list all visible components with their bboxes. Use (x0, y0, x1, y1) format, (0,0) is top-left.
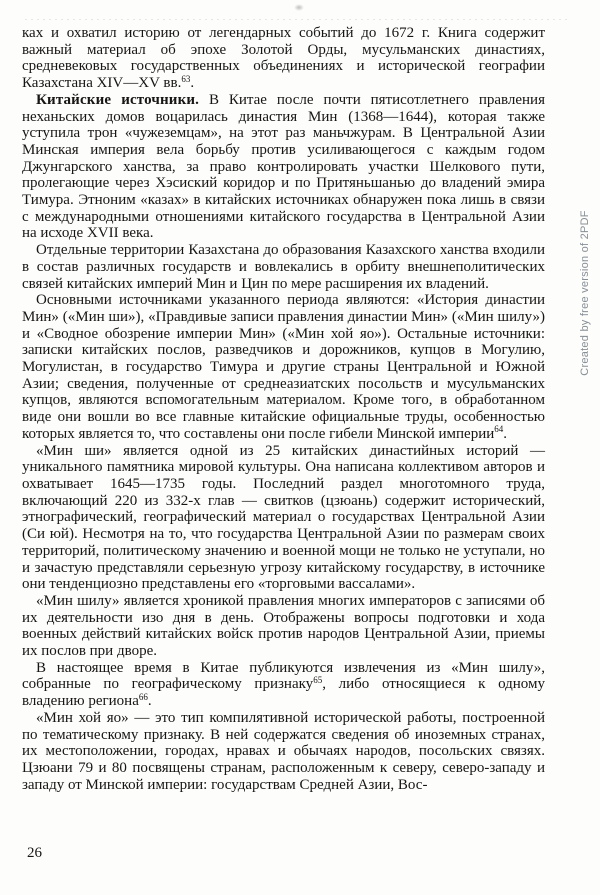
pdf-watermark: Created by free version of 2PDF (579, 210, 591, 376)
paragraph: ках и охватил историю от легендарных событий до 1672 г. Книга содержит важный материал об эпохе Золотой Орды, мусульманских династиях, средневековых государственных объединениях и исторической географии Казахстана XIV—XV вв.$^{63}$. (22, 25, 545, 92)
paragraph: «Мин шилу» является хроникой правления многих императоров с записями об их деятельности изо дня в день. Отображены вопросы подготовки и хода военных действий китайских войск против народов Центральной Азии, приемы их послов при дворе. (22, 592, 545, 660)
paragraph: «Мин хой яо» — это тип компилятивной исторической работы, построенной по тематическому признаку. В ней содержатся сведения об иноземных странах, их местоположении, городах, нравах и обычаях народов, посольских связях. Цзюани 79 и 80 посвящены странам, расположенным к северу, северо-западу и западу от Минской империи: государствам Средней Азии, Вос- (22, 709, 545, 793)
paragraph: «Мин ши» является одной из 25 китайских династийных историй — уникального памятника мировой культуры. Она написана коллективом авторов и охватывает 1645—1735 годы. Последний раздел многотомного труда, включающий 220 из 332-х глав — свитков (цзюань) содержит исторический, этнографический, географический материал о государствах Центральной Азии (Си юй). Несмотря на то, что государства Центральной Азии по размерам своих территорий, политическому значению и военной мощи не только не уступали, но и зачастую представляли серьезную угрозу китайскому государству, в источнике они тенденциозно представлены его «торговыми вассалами». (22, 442, 545, 593)
page-number: 26 (27, 845, 42, 861)
paragraph: Отдельные территории Казахстана до образования Казахского ханства входили в состав различных государств и вовлекались в орбиту внешнеполитических связей китайских империй Мин и Цин по мере расширения их владений. (22, 242, 545, 292)
footnote-reference: 66 (138, 691, 148, 702)
paragraph: Основными источниками указанного периода являются: «История династии Мин» («Мин ши»), «Правдивые записи правления династии Мин» («Мин шилу») и «Сводное обозрение империи Мин» («Мин хой яо»). Остальные источники: записки китайских послов, разведчиков и дорожников, купцов в Могулию, Могулистан, в государство Тимура и другие страны Центральной и Южной Азии; сведения, полученные от среднеазиатских посольств и мусульманских купцов, являются вспомогательным материалом. Кроме того, в обработанном виде они вошли во все главные китайские официальные труды, особенностью которых является то, что составлены они после гибели Минской империи$^{64}$. (22, 292, 545, 442)
page-text (22, 25, 545, 793)
paragraph: Китайские источники. В Китае после почти пятисотлетнего правления неханьских домов воцарилась династия Мин (1368—1644), которая также уступила трон «чужеземцам», на этот раз маньчжурам. В Центральной Азии Минская империя вела борьбу против усиливающегося с каждым годом Джунгарского ханства, за право контролировать участки Шелкового пути, пролегающие через Хэсиский коридор и по Притяньшанью до владений эмира Тимура. Этноним «казах» в китайских источниках обнаружен пока лишь в связи с международными отношениями китайского государства в Центральной Азии на исходе XVII века. (22, 91, 545, 242)
footnote-reference: 65 (313, 674, 323, 685)
scan-smudge-artifact (294, 4, 304, 11)
scan-noise-line (25, 19, 570, 20)
paragraph-lead-bold: Китайские источники. (36, 91, 200, 108)
footnote-reference: 63 (181, 73, 191, 84)
footnote-reference: 64 (494, 424, 504, 435)
paragraph: В настоящее время в Китае публикуются извлечения из «Мин шилу», собранные по географическому признаку$^{65}$, либо относящиеся к одному владению региона$^{66}$. (22, 659, 545, 710)
